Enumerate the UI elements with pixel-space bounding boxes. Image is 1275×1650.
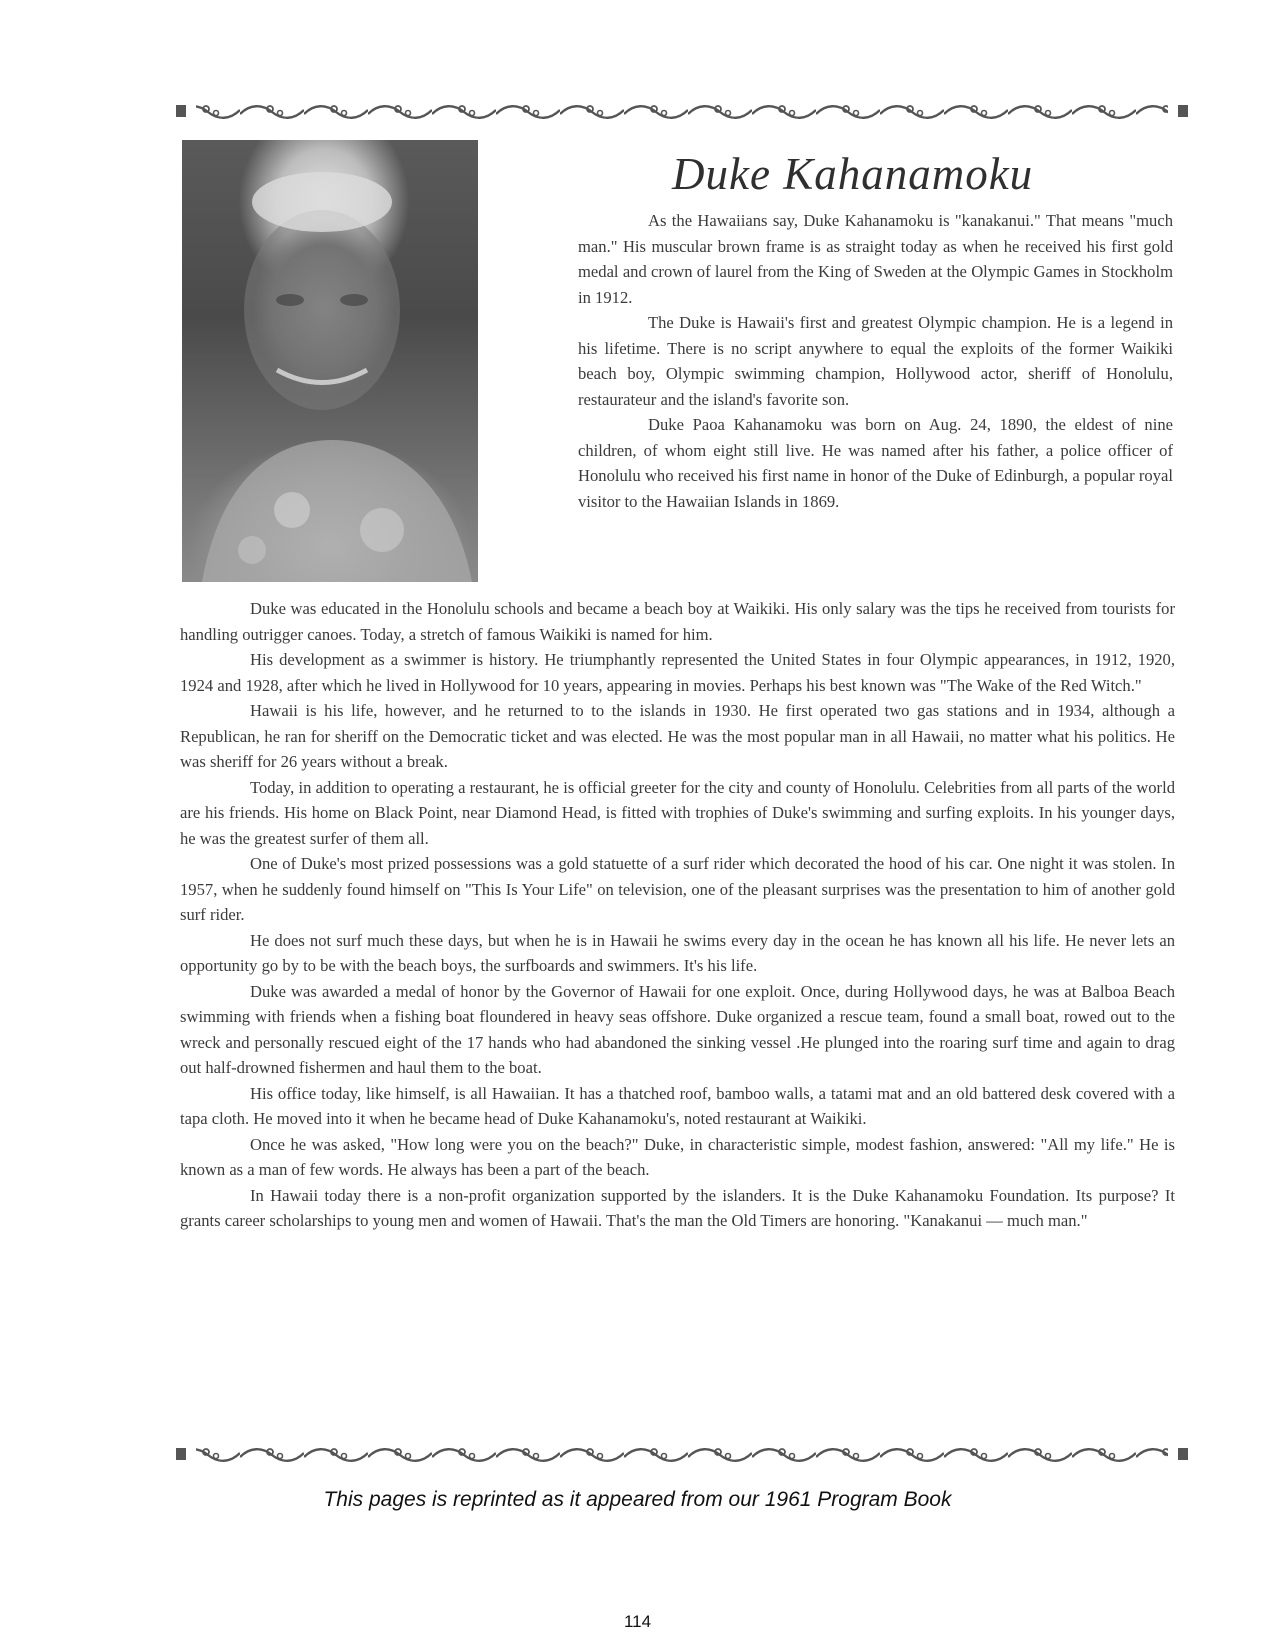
body-paragraph: Duke was awarded a medal of honor by the Governor of Hawaii for one exploit. Once, during Hollywood days, he was at Balboa Beach swimming with friends when a fishing boat floundered in heavy seas offshore. Duke organized a rescue team, found a small boat, rowed out to the wreck and personally rescued eight of the 17 hands who had abandoned the sinking vessel .He plunged into the roaring surf time and again to drag out half-drowned fishermen and haul them to the boat. — [180, 981, 1175, 1077]
body-paragraph: Hawaii is his life, however, and he returned to to the islands in 1930. He first operated two gas stations and in 1934, although a Republican, he ran for sheriff on the Democratic ticket and was elected. He was the most popular man in all Hawaii, no matter what his politics. He was sheriff for 26 years without a break. — [180, 701, 1175, 771]
article-body — [180, 596, 1175, 1234]
ornamental-border-bottom — [176, 1443, 1188, 1465]
body-paragraph: His office today, like himself, is all Hawaiian. It has a thatched roof, bamboo walls, a tatami mat and an old battered desk covered with a tapa cloth. He moved into it when he became head of Duke Kahanamoku's, noted restaurant at Waikiki. — [180, 1083, 1175, 1128]
page-number: 114 — [623, 1612, 652, 1631]
intro-paragraph: The Duke is Hawaii's first and greatest Olympic champion. He is a legend in his lifetime. There is no script anywhere to equal the exploits of the former Waikiki beach boy, Olympic swimming champion, Hollywood actor, sheriff of Honolulu, restaurateur and the island's favorite son. — [578, 313, 1173, 409]
reprint-caption: This pages is reprinted as it appeared from our 1961 Program Book — [323, 1488, 952, 1511]
body-paragraph: In Hawaii today there is a non-profit organization supported by the islanders. It is the Duke Kahanamoku Foundation. Its purpose? It grants career scholarships to young men and women of Hawaii. That's the man the Old Timers are honoring. "Kanakanui — much man." — [180, 1185, 1175, 1230]
intro-column — [578, 208, 1173, 514]
body-paragraph: Once he was asked, "How long were you on the beach?" Duke, in characteristic simple, modest fashion, answered: "All my life." He is known as a man of few words. He always has been a part of the beach. — [180, 1134, 1175, 1179]
intro-paragraph: Duke Paoa Kahanamoku was born on Aug. 24, 1890, the eldest of nine children, of whom eight still live. He was named after his father, a police officer of Honolulu who received his first name in honor of the Duke of Edinburgh, a popular royal visitor to the Hawaiian Islands in 1869. — [578, 415, 1173, 511]
body-paragraph: His development as a swimmer is history. He triumphantly represented the United States in four Olympic appearances, in 1912, 1920, 1924 and 1928, after which he lived in Hollywood for 10 years, appearing in movies. Perhaps his best known was "The Wake of the Red Witch." — [180, 650, 1175, 695]
portrait-photo — [182, 140, 478, 582]
body-paragraph: Duke was educated in the Honolulu schools and became a beach boy at Waikiki. His only salary was the tips he received from tourists for handling outrigger canoes. Today, a stretch of famous Waikiki is named for him. — [180, 599, 1175, 644]
intro-paragraph: As the Hawaiians say, Duke Kahanamoku is "kanakanui." That means "much man." His muscular brown frame is as straight today as when he received his first gold medal and crown of laurel from the King of Sweden at the Olympic Games in Stockholm in 1912. — [578, 211, 1173, 307]
body-paragraph: He does not surf much these days, but when he is in Hawaii he swims every day in the ocean he has known all his life. He never lets an opportunity go by to be with the beach boys, the surfboards and swimmers. It's his life. — [180, 930, 1175, 975]
body-paragraph: One of Duke's most prized possessions was a gold statuette of a surf rider which decorated the hood of his car. One night it was stolen. In 1957, when he suddenly found himself on "This Is Your Life" on television, one of the pleasant surprises was the presentation to him of another gold surf rider. — [180, 854, 1175, 924]
article-title: Duke Kahanamoku — [672, 149, 1034, 199]
body-paragraph: Today, in addition to operating a restaurant, he is official greeter for the city and county of Honolulu. Celebrities from all parts of the world are his friends. His home on Black Point, near Diamond Head, is fitted with trophies of Duke's swimming and surfing exploits. In his younger days, he was the greatest surfer of them all. — [180, 777, 1175, 848]
ornamental-border-top — [176, 100, 1188, 122]
